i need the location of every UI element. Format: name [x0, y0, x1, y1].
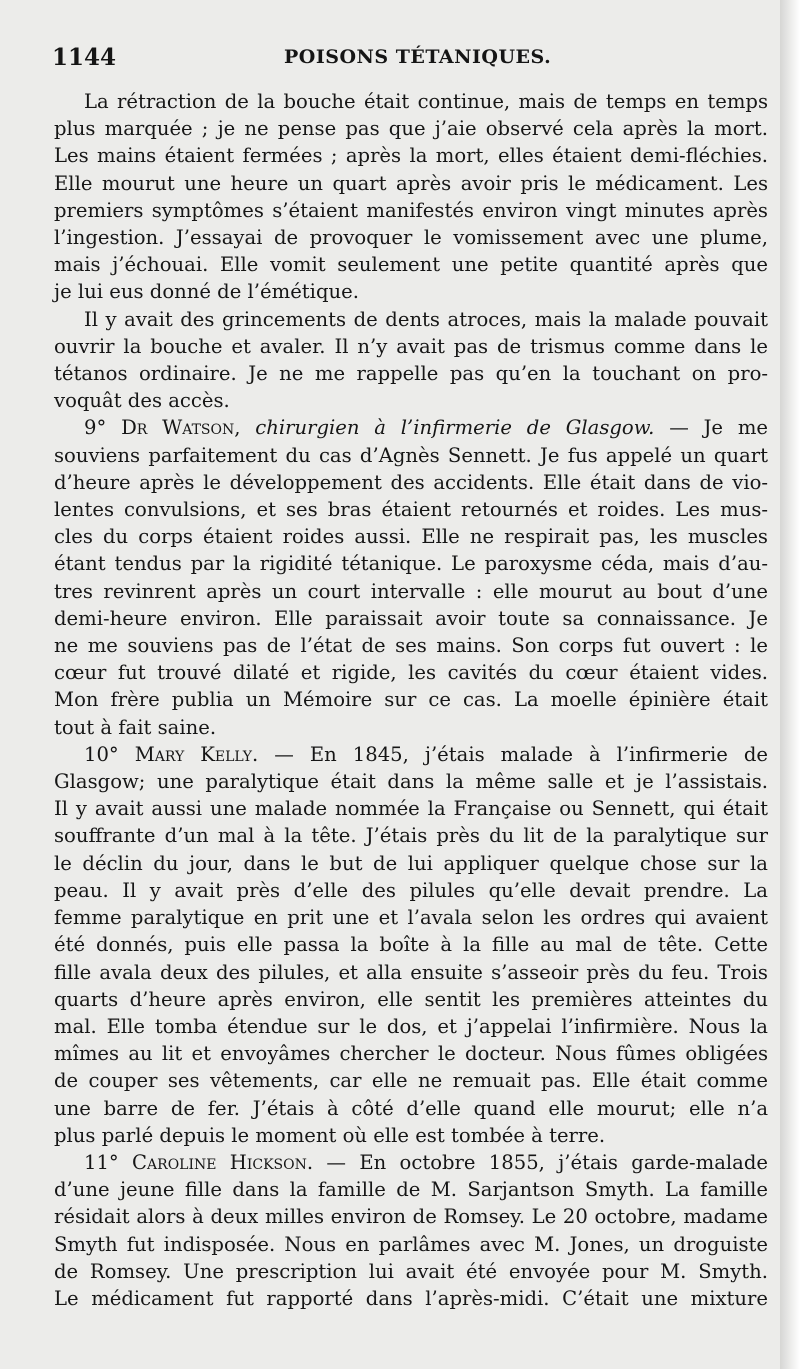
text-line: La rétraction de la bouche était continue, mais de temps en temps — [84, 90, 768, 113]
text-line: Mon frère publia un Mémoire sur ce cas. La moelle épinière était — [54, 688, 768, 712]
text-line: cœur fut trouvé dilaté et rigide, les cavités du cœur étaient vides. — [54, 661, 768, 685]
text-line — [54, 414, 768, 441]
text-line: souviens parfaitement du cas d’Agnès Sennett. Je fus appelé un quart — [54, 443, 768, 467]
text-line: l’ingestion. J’essayai de provoquer le vomissement avec une plume, — [54, 226, 768, 250]
text-line: Glasgow; une paralytique était dans la même salle et je l’assistais. — [54, 770, 768, 794]
text-line: Le médicament fut rapporté dans l’après-midi. C’était une mixture — [54, 1286, 768, 1310]
text-line: Les mains étaient fermées ; après la mort, elles étaient demi-fléchies. — [54, 144, 768, 168]
text-line: tres revinrent après un court intervalle : elle mourut au bout d’une — [54, 579, 768, 603]
text-line: résidait alors à deux milles environ de Romsey. Le 20 octobre, madame — [54, 1205, 768, 1229]
witness-name: Dr Watson, — [121, 416, 256, 440]
case-number: 11° — [84, 1150, 133, 1174]
text-line — [54, 741, 768, 768]
text-line: peau. Il y avait près d’elle des pilules qu’elle devait prendre. La — [54, 878, 768, 902]
body-text — [54, 88, 768, 1312]
text-line: Elle mourut une heure un quart après avoir pris le médicament. Les — [54, 171, 768, 195]
text-line: étant tendus par la rigidité tétanique. Le paroxysme céda, mais d’au- — [54, 552, 768, 576]
text-line: ne me souviens pas de l’état de ses mains. Son corps fut ouvert : le — [54, 634, 768, 658]
witness-name: Mary Kelly. — [134, 742, 275, 766]
line-text: — En octobre 1855, j’étais garde-malade — [326, 1150, 768, 1174]
text-line: tétanos ordinaire. Je ne me rappelle pas qu’en la touchant on pro- — [54, 362, 768, 386]
text-line: cles du corps étaient roides aussi. Elle ne respirait pas, les muscles — [54, 525, 768, 549]
paragraph — [54, 306, 768, 415]
paragraph — [54, 1149, 768, 1312]
paragraph — [54, 88, 768, 306]
text-line: mal. Elle tomba étendue sur le dos, et j’appelai l’infirmière. Nous la — [54, 1014, 768, 1038]
page-header — [52, 44, 780, 78]
case-number: 10° — [84, 742, 135, 766]
witness-name: Caroline Hickson. — [132, 1150, 327, 1174]
text-line: voquât des accès. — [54, 389, 230, 413]
text-line: plus parlé depuis le moment où elle est tombée à terre. — [54, 1123, 606, 1147]
text-line: une barre de fer. J’étais à côté d’elle quand elle mourut; elle n’a — [54, 1096, 768, 1120]
text-line: lentes convulsions, et ses bras étaient retournés et roides. Les mus- — [54, 498, 768, 522]
text-line: d’une jeune fille dans la famille de M. Sarjantson Smyth. La famille — [54, 1178, 768, 1202]
text-line: mîmes au lit et envoyâmes chercher le docteur. Nous fûmes obligées — [54, 1042, 768, 1066]
text-line — [54, 1149, 768, 1176]
case-number: 9° — [84, 416, 122, 440]
text-line: Il y avait aussi une malade nommée la Française ou Sennett, qui était — [54, 797, 768, 821]
text-line: je lui eus donné de l’émétique. — [54, 280, 359, 304]
page-edge — [780, 0, 800, 1369]
text-line: quarts d’heure après environ, elle sentit les premières atteintes du — [54, 987, 768, 1011]
text-line: femme paralytique en prit une et l’avala selon les ordres qui avaient — [54, 906, 768, 930]
paragraph — [54, 414, 768, 740]
witness-role: chirurgien à l’infirmerie de Glasgow. — [255, 416, 670, 440]
text-line: Smyth fut indisposée. Nous en parlâmes avec M. Jones, un droguiste — [54, 1232, 768, 1256]
line-text: — En 1845, j’étais malade à l’infirmerie de — [274, 742, 768, 766]
text-line: mais j’échouai. Elle vomit seulement une petite quantité après que — [54, 253, 768, 277]
text-line: de Romsey. Une prescription lui avait été envoyée pour M. Smyth. — [54, 1259, 768, 1283]
text-line: été donnés, puis elle passa la boîte à la fille au mal de tête. Cette — [54, 933, 768, 957]
paragraph — [54, 741, 768, 1149]
text-line: plus marquée ; je ne pense pas que j’aie observé cela après la mort. — [54, 117, 768, 141]
line-text: — Je me — [669, 416, 768, 440]
text-line: fille avala deux des pilules, et alla ensuite s’asseoir près du feu. Trois — [54, 960, 768, 984]
text-line: le déclin du jour, dans le but de lui appliquer quelque chose sur la — [54, 851, 768, 875]
text-line: tout à fait saine. — [54, 715, 217, 739]
page-number: 1144 — [52, 44, 117, 71]
text-line: d’heure après le développement des accidents. Elle était dans de vio- — [54, 470, 768, 494]
text-line: Il y avait des grincements de dents atroces, mais la malade pouvait — [84, 307, 768, 331]
text-line: de couper ses vêtements, car elle ne remuait pas. Elle était comme — [54, 1069, 768, 1093]
running-title: POISONS TÉTANIQUES. — [284, 46, 552, 68]
text-line: demi-heure environ. Elle paraissait avoir toute sa connaissance. Je — [54, 606, 768, 630]
text-line: premiers symptômes s’étaient manifestés environ vingt minutes après — [54, 198, 768, 222]
text-line: souffrante d’un mal à la tête. J’étais près du lit de la paralytique sur — [54, 824, 768, 848]
text-line: ouvrir la bouche et avaler. Il n’y avait pas de trismus comme dans le — [54, 334, 768, 358]
